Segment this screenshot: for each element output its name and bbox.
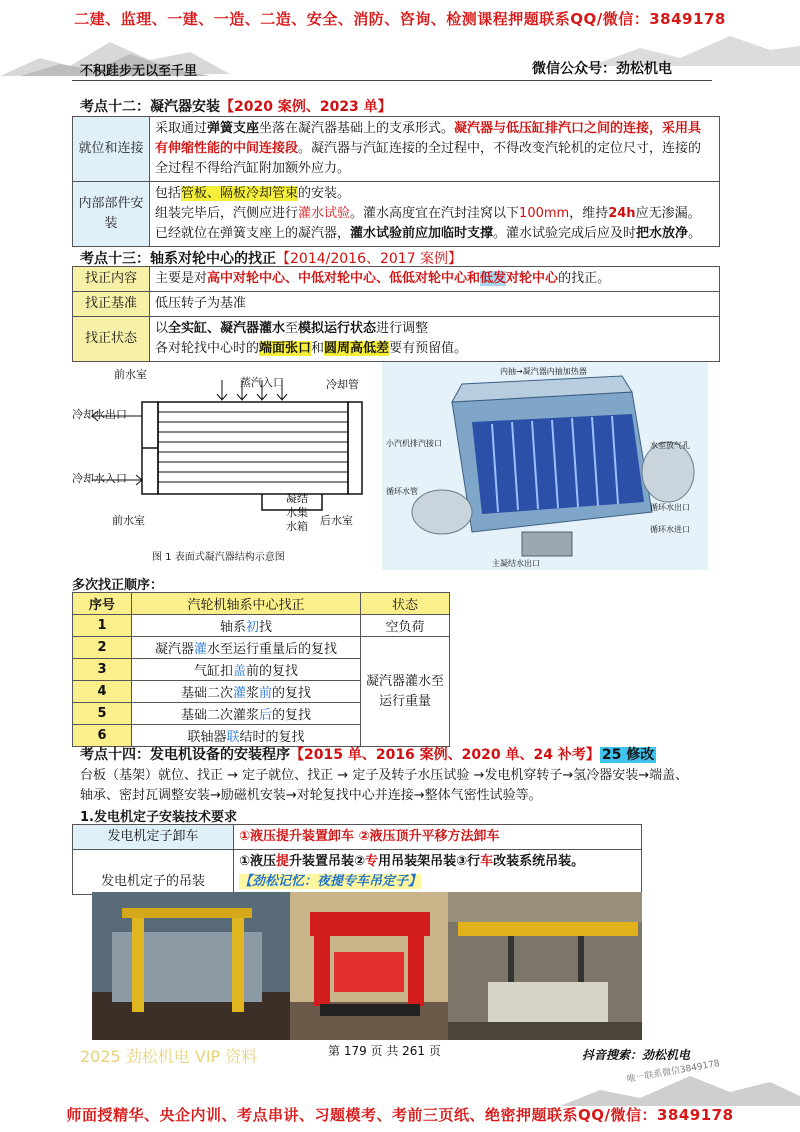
row-num: 1 — [73, 615, 132, 637]
text-span: 提 — [276, 854, 290, 869]
text-span: 组装完毕后，汽侧应进行 — [155, 206, 299, 221]
kp12-row1-content — [150, 117, 720, 182]
label-condensate-tank: 凝结水集水箱 — [286, 492, 308, 533]
text-span: 灌水试验 — [298, 206, 351, 221]
order-table — [72, 592, 450, 747]
text-span: 包括 — [155, 186, 182, 201]
text-span: 基础二次 — [180, 686, 233, 701]
text-span: 全实缸、凝汽器灌水 — [168, 321, 286, 336]
stator-photo-2 — [290, 892, 448, 1040]
text-span: 以 — [155, 321, 169, 336]
row-num: 3 — [73, 659, 132, 681]
text-span: 的找正。 — [558, 271, 611, 286]
label-rear-chamber: 后水室 — [320, 514, 353, 527]
row-text — [132, 659, 361, 681]
footer-page: 第 179 页 共 261 页 — [328, 1044, 441, 1058]
top-banner: 二建、监理、一建、一造、二造、安全、消防、咨询、检测课程押题联系QQ/微信：3849178 — [74, 10, 726, 28]
text-span: 至 — [285, 321, 299, 336]
label-front-chamber-top: 前水室 — [114, 368, 147, 381]
photo-label-top: 内抽→凝汽器内抽加热器 — [500, 367, 587, 376]
text-span: 。灌水高度宜在汽封洼窝以下 — [350, 206, 520, 221]
row-num: 6 — [73, 725, 132, 747]
text-span: 盖 — [232, 664, 246, 679]
text-span: 结时的复找 — [239, 730, 305, 745]
bottom-banner: 师面授精华、央企内训、考点串讲、习题模考、考前三页纸、绝密押题联系QQ/微信：3849178 — [66, 1106, 734, 1124]
stator-row2-content — [234, 850, 642, 895]
kp12-table — [72, 116, 720, 247]
kp13-row3-content — [150, 317, 720, 362]
text-span: 主要是对 — [155, 271, 208, 286]
text-span: 水至运行重量后的复找 — [207, 642, 338, 657]
stator-photo-3 — [448, 892, 642, 1040]
kp13-title-tag: 【2014/2016、2017 案例】 — [276, 251, 463, 267]
header-alignment: 汽轮机轴系中心找正 — [132, 593, 361, 615]
kp13-title — [80, 248, 462, 268]
footer-search: 抖音搜索：劲松机电 — [582, 1048, 691, 1062]
text-span: 高中对轮中心、中低对轮中心、低低对轮中心和 — [207, 271, 481, 286]
label-cooling-water-inlet: 冷却水入口 — [72, 472, 127, 485]
text-span: 的复找 — [272, 708, 312, 723]
row-text — [132, 637, 361, 659]
table-row — [73, 117, 720, 182]
text-span: 对轮中心 — [506, 271, 559, 286]
text-span: 基础二次灌浆 — [180, 708, 259, 723]
header-motto: 不积跬步无以至千里 — [80, 64, 198, 79]
table-header-row — [73, 593, 450, 615]
kp12-title-text: 考点十二：凝汽器安装 — [80, 99, 220, 115]
text-span: 圆周高低差 — [324, 341, 390, 356]
kp13-row2-label: 找正基准 — [73, 292, 150, 317]
condenser-diagram — [72, 360, 372, 570]
text-span: 要有预留值。 — [389, 341, 468, 356]
text-span: 24h — [608, 206, 636, 221]
kp12-title-tag: 【2020 案例、2023 单】 — [220, 99, 392, 115]
text-span: 低发 — [480, 271, 507, 286]
kp14-badge: 25 修改 — [601, 747, 655, 763]
text-span: 找 — [259, 620, 273, 635]
header-seq: 序号 — [73, 593, 132, 615]
label-cooling-pipe: 冷却管 — [326, 378, 359, 391]
text-span: 灌 — [193, 642, 207, 657]
text-span: 后 — [258, 708, 272, 723]
kp12-row1-label: 就位和连接 — [73, 117, 150, 182]
kp14-title-tag: 【2015 单、2016 案例、2020 单、24 补考】 — [290, 747, 600, 763]
text-span: 用吊装架吊装③行 — [378, 854, 481, 869]
kp14-line1: 台板（基架）就位、找正 → 定子就位、找正 → 定子及转子水压试验 →发电机穿转子→氢冷器安装→端盖、 — [80, 768, 689, 783]
table-row — [73, 182, 720, 247]
diagram-caption: 图 1 表面式凝汽器结构示意图 — [152, 552, 285, 563]
text-span: 模拟运行状态 — [298, 321, 377, 336]
kp14-body — [80, 766, 720, 806]
kp14-title-text: 考点十四：发电机设备的安装程序 — [80, 747, 290, 763]
text-span: 。 — [688, 226, 702, 241]
photo-label-right2: 循环水出口 — [650, 503, 690, 512]
text-span: 凝汽器与低压缸排汽口之间的连接，采用具有伸缩性能的中间连接段 — [155, 121, 702, 156]
kp13-title-text: 考点十三：轴系对轮中心的找正 — [80, 251, 276, 267]
row-num: 2 — [73, 637, 132, 659]
table-row — [73, 267, 720, 292]
stator-photo-1 — [92, 892, 290, 1040]
stator-table — [72, 824, 642, 895]
text-line — [239, 852, 636, 872]
photo-label-right3: 循环水进口 — [650, 525, 690, 534]
kp12-title — [80, 96, 392, 116]
text-line — [239, 872, 636, 892]
kp13-row1-content — [150, 267, 720, 292]
text-line — [155, 319, 714, 339]
stator-row1-content: ①液压提升装置卸车 ②液压顶升平移方法卸车 — [234, 825, 642, 850]
header-divider — [72, 80, 712, 81]
text-span: 。凝汽器与汽缸连接的全过程中，不得改变汽轮机的定位尺寸，连接的全过程不得给汽缸附加额外应力。 — [155, 141, 702, 176]
kp13-row1-label: 找正内容 — [73, 267, 150, 292]
text-line — [155, 224, 714, 244]
kp13-table — [72, 266, 720, 362]
photo-label-right1: 水室放气孔 — [650, 441, 690, 450]
text-span: 的复找 — [272, 686, 312, 701]
text-span: 联 — [226, 730, 240, 745]
kp14-title — [80, 744, 656, 764]
condenser-3d-drawing — [382, 362, 708, 570]
text-span: 各对轮找中心时的 — [155, 341, 260, 356]
text-span: 应无渗漏。 — [635, 206, 701, 221]
text-span: ，维持 — [569, 206, 609, 221]
text-line — [155, 204, 714, 224]
row-state: 空负荷 — [361, 615, 450, 637]
order-title: 多次找正顺序： — [72, 578, 164, 593]
table-row — [73, 637, 450, 659]
row-text — [132, 703, 361, 725]
table-row — [73, 317, 720, 362]
text-span: 车 — [480, 854, 494, 869]
label-cooling-water-outlet: 冷却水出口 — [72, 408, 127, 421]
footer-watermark: 唯一联系微信3849178 — [626, 1058, 721, 1086]
memory-tip: 【劲松记忆：夜提专车吊定子】 — [239, 874, 422, 889]
text-span: 前的复找 — [246, 664, 299, 679]
header-state: 状态 — [361, 593, 450, 615]
footer-brand: 2025 劲松机电 VIP 资料 — [80, 1047, 258, 1066]
text-line — [155, 184, 714, 204]
table-row — [73, 850, 642, 895]
text-span: 管板、隔板冷却管束 — [181, 186, 299, 201]
stator-row1-label: 发电机定子卸车 — [73, 825, 234, 850]
kp13-row2-content: 低压转子为基准 — [150, 292, 720, 317]
photo-label-left2: 循环水管 — [386, 487, 418, 496]
kp12-row2-label: 内部部件安装 — [73, 182, 150, 247]
text-span: 前 — [259, 686, 273, 701]
text-span: 专 — [365, 854, 379, 869]
row-num: 4 — [73, 681, 132, 703]
text-span: 进行调整 — [376, 321, 429, 336]
row-text — [132, 615, 361, 637]
ink-mountain-bottom — [560, 1066, 800, 1106]
text-span: 升装置吊装② — [289, 854, 366, 869]
header-account: 微信公众号：劲松机电 — [532, 61, 672, 77]
text-span: 轴系 — [219, 620, 246, 635]
text-span: 。灌水试验完成后应及时 — [493, 226, 637, 241]
table-row — [73, 825, 642, 850]
photo-label-bottom: 主凝结水出口 — [492, 559, 540, 568]
text-span: 灌 — [232, 686, 246, 701]
stator-title: 1.发电机定子安装技术要求 — [80, 810, 237, 825]
table-row — [73, 615, 450, 637]
text-span: 端面张口 — [259, 341, 312, 356]
text-span: 凝汽器 — [154, 642, 194, 657]
text-span: 和 — [311, 341, 325, 356]
text-span: 浆 — [245, 686, 259, 701]
kp12-row2-content — [150, 182, 720, 247]
photo-label-left1: 小汽机排汽接口 — [386, 439, 442, 448]
text-span: ①液压 — [239, 854, 277, 869]
text-span: 初 — [245, 620, 259, 635]
text-span: 采取通过 — [155, 121, 208, 136]
row-text — [132, 681, 361, 703]
text-span: 改装系统吊装。 — [493, 854, 585, 869]
text-span: 气缸扣 — [193, 664, 233, 679]
text-span: 100mm — [519, 206, 570, 221]
label-steam-inlet: 蒸汽入口 — [240, 376, 284, 389]
condenser-3d-illustration — [382, 362, 708, 570]
row-num: 5 — [73, 703, 132, 725]
row-state-merged: 凝汽器灌水至运行重量 — [361, 637, 450, 747]
text-span: 的安装。 — [298, 186, 351, 201]
text-line — [155, 339, 714, 359]
kp14-line2: 轴承、密封瓦调整安装→励磁机安装→对轮复找中心并连接→整体气密性试验等。 — [80, 788, 542, 803]
text-span: 弹簧支座 — [207, 121, 260, 136]
text-span: 坐落在凝汽器基础上的支承形式。 — [259, 121, 455, 136]
text-span: 联轴器 — [187, 730, 227, 745]
table-row — [73, 292, 720, 317]
kp13-row3-label: 找正状态 — [73, 317, 150, 362]
text-span: 把水放净 — [636, 226, 689, 241]
text-span: 灌水试验前应加临时支撑 — [350, 226, 494, 241]
text-span: 已经就位在弹簧支座上的凝汽器， — [155, 226, 351, 241]
label-front-chamber-bottom: 前水室 — [112, 514, 145, 527]
stator-row2-label: 发电机定子的吊装 — [73, 850, 234, 895]
